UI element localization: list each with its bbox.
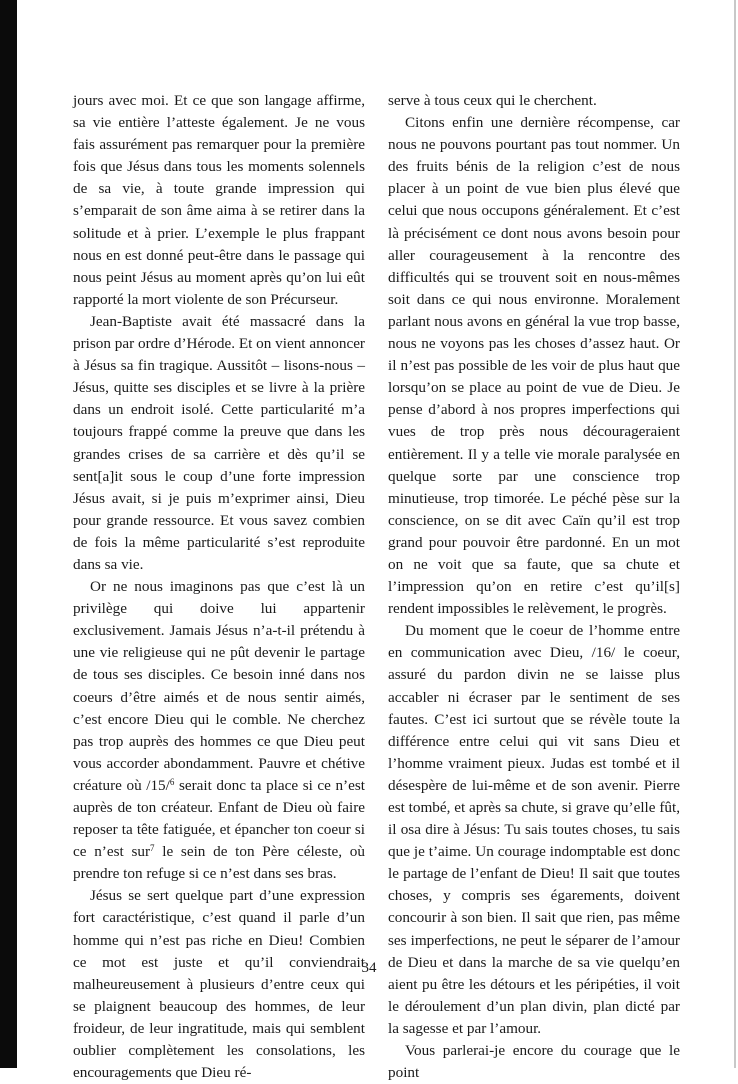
right-paragraph-3: Du moment que le coeur de l’homme entre en communication avec Dieu, /16/ le coeur, assuré du pardon divin ne se laisse plus accabler ni écraser par le sentiment de ses fautes. C’est ici surtout que se révèle toute la différence entre celui qui vit sans Dieu et l’homme vraiment pieux. Judas est tombé et il désespère de lui-même et de son avenir. Pierre est tombé, et après sa chute, si grave qu’elle fût, il osa dire à Jésus: Tu sais toutes choses, tu sais que je t’aime. Un courage indomptable est donc le partage de l’enfant de Dieu! Il sait que toutes choses, y compris ses égarements, doivent concourir à son bien. Il sait que rien, pas même ses imperfections, ne peut le séparer de l’amour de Dieu et dans la marche de sa vie quelqu’en aient pu être les détours et les péripéties, il voit le déroulement d’un plan divin, plan dicté par la sagesse et par l’amour. — [388, 622, 680, 1037]
page-number: 34 — [361, 960, 377, 976]
right-paragraph-2: Citons enfin une dernière récompense, car nous ne pouvons pourtant pas tout nommer. Un des fruits bénis de la religion c’est de nous placer à un point de vue bien plus élevé que celui que nous occupons généralement. Et c’est là précisément ce dont nous avons besoin pour aller courageusement à la rencontre des difficultés qui se trouvent soit en nous-mêmes soit dans ce qui nous environne. Moralement parlant nous avons en général la vue trop basse, nous ne voyons pas les choses d’assez haut. Or il n’est pas possible de les voir de plus haut que lorsqu’on se place au point de vue de Dieu. Je pense d’abord à nos propres imperfections qui vues de trop près nous décourageraient entièrement. Il y a telle vie morale paralysée en quelque sorte par une conscience trop minutieuse, trop timorée. Le péché pèse sur la conscience, on se dit avec Caïn qu’il est trop grand pour pouvoir être pardonné. En un mot on ne voit que sa faute, que sa chute et l’impression qu’on en retire c’est qu’il[s] rendent impossibles le relèvement, le progrès. — [388, 114, 680, 618]
left-paragraph-3-part-1: Or ne nous imaginons pas que c’est là un privilège qui doive lui appartenir exclusivement. Jamais Jésus n’a-t-il prétendu à une vie religieuse qui ne pût devenir le partage de tous ses disciples. Ce besoin inné dans nos coeurs d’être aimés et de nous sentir aimés, c’est encore Dieu qui le comble. Ne cherchez pas trop auprès des hommes ce que Dieu peut vous accorder abondamment. Pauvre et chétive créature où /15/ — [73, 578, 365, 794]
left-paragraph-3-part-3: le sein de ton Père céleste, où prendre ton refuge si ce n’est dans ses bras. — [73, 843, 365, 883]
left-paragraph-3 — [73, 576, 365, 885]
footnote-ref-7: 7 — [150, 843, 155, 854]
left-paragraph-3-part-2: serait donc ta place si ce n’est auprès de ton créateur. Enfant de Dieu où faire reposer ta tête fatiguée, et épancher ton coeur si ce n’est sur — [73, 776, 365, 861]
right-column — [388, 90, 680, 1084]
left-column — [73, 90, 365, 1084]
scan-edge-shadow — [0, 0, 17, 1068]
left-paragraph-2: Jean-Baptiste avait été massacré dans la prison par ordre d’Hérode. Et on vient annoncer à Jésus sa fin tragique. Aussitôt – lisons-nous – Jésus, quitte ses disciples et se livre à la prière dans un endroit isolé. Cette particularité m’a toujours frappé comme la preuve que dans les grandes crises de sa carrière et dès qu’il se sent[a]it sous le coup d’une forte impression Jésus avait, si je puis m’exprimer ainsi, Dieu pour grande ressource. Et vous savez combien de fois la même particularité s’est reproduite dans sa vie. — [73, 312, 365, 573]
left-paragraph-1: jours avec moi. Et ce que son langage affirme, sa vie entière l’atteste également. Je ne vous fais assurément pas remarquer pour la première fois que Jésus dans tous les moments solennels de sa vie, à toute grande impression qui s’emparait de son âme aima à se retirer dans la solitude et à prier. L’exemple le plus frappant nous en est donné peut-être dans le passage qui nous peint Jésus au moment après qu’on lui eût rapporté la mort violente de son Précurseur. — [73, 92, 365, 308]
right-paragraph-1: serve à tous ceux qui le cherchent. — [388, 92, 597, 109]
left-paragraph-4: Jésus se sert quelque part d’une expression fort caractéristique, c’est quand il parle d’un homme qui n’est pas riche en Dieu! Combien ce mot est juste et qu’il conviendrait malheureusement à plusieurs d’entre ceux qui se plaignent beaucoup des hommes, de leur froideur, de leur ingratitude, mais qui semblent oublier complètement les consolations, les encouragements que Dieu ré- — [73, 887, 365, 1082]
scan-right-edge — [734, 0, 736, 1068]
footnote-ref-6: 6 — [169, 776, 175, 787]
right-paragraph-4: Vous parlerai-je encore du courage que le point — [388, 1042, 680, 1082]
